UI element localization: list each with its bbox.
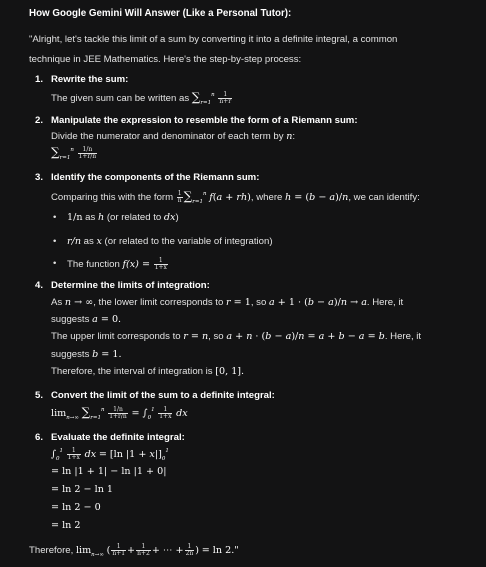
- bullet-dot: •: [53, 258, 57, 269]
- step-6-line-3: = ln 2 − ln 1: [51, 484, 114, 495]
- step-4-number: 4.: [35, 280, 44, 291]
- step-3-number: 3.: [35, 172, 44, 183]
- conclusion-line: Therefore, $\lim_{n\to\infty}$ ( $\frac{1}{n+1}$ + $\frac{1}{n+2}$ + ⋯ + $\frac{1}{2n}$ ) = ln 2.": [29, 543, 239, 559]
- step-6-line-1: $\int_0^1$ $\frac{1}{1+x}$ dx = [ln $|1 + x|]_0^1$: [51, 447, 169, 463]
- step-2-number: 2.: [35, 115, 44, 126]
- step-3-heading: Identify the components of the Riemann sum:: [51, 172, 260, 183]
- step-6-heading: Evaluate the definite integral:: [51, 432, 185, 443]
- step-4-line-5: Therefore, the interval of integration is [0, 1].: [51, 366, 245, 377]
- step-4-line-2: suggests a = 0.: [51, 314, 122, 325]
- step-1-number: 1.: [35, 74, 44, 85]
- step-6-line-2: = ln |1 + 1| − ln |1 + 0|: [51, 466, 167, 477]
- step-4-line-4: suggests b = 1.: [51, 349, 122, 360]
- step-4-line-1: As n → ∞, the lower limit corresponds to r = 1, so a + 1 · (b − a)/n → a. Here, it: [51, 297, 404, 308]
- bullet-3: The function f(x) = $\frac{1}{1+x}$: [67, 257, 167, 271]
- step-5-number: 5.: [35, 390, 44, 401]
- response-title: How Google Gemini Will Answer (Like a Personal Tutor):: [29, 8, 292, 19]
- step-6-line-5: = ln 2: [51, 520, 81, 531]
- step-4-heading: Determine the limits of integration:: [51, 280, 210, 291]
- bullet-2: r/n as x (or related to the variable of integration): [67, 236, 273, 247]
- step-5-formula: $\lim_{n\to\infty} \sum_{r=1}^n$ $\frac{1/n}{1+r/n}$ = $\int_0^1$ $\frac{1}{1+x}$ dx: [51, 405, 188, 421]
- intro-line-1: "Alright, let's tackle this limit of a sum by converting it into a definite integral, a common: [29, 34, 398, 45]
- step-1-heading: Rewrite the sum:: [51, 74, 129, 85]
- bullet-dot: •: [53, 212, 57, 223]
- step-1-text: The given sum can be written as: [51, 93, 190, 104]
- step-2-text: Divide the numerator and denominator of each term by: [51, 131, 284, 142]
- step-5-heading: Convert the limit of the sum to a definite integral:: [51, 390, 275, 401]
- step-6-number: 6.: [35, 432, 44, 443]
- step-2-body: Divide the numerator and denominator of each term by n:: [51, 131, 296, 142]
- step-1-body: The given sum can be written as $\sum_{r=1}^n$ $\frac{1}{n+r}$: [51, 90, 232, 106]
- step-6-line-4: = ln 2 − 0: [51, 502, 101, 513]
- step-4-line-3: The upper limit corresponds to r = n, so a + n · (b − a)/n = a + b − a = b. Here, it: [51, 331, 422, 342]
- step-3-body: Comparing this with the form $\frac{1}{n}$ $\sum_{r=1}^n$ f(a + rh), where h = (b − a)/n, we can identify:: [51, 189, 420, 205]
- intro-line-2: technique in JEE Mathematics. Here's the step-by-step process:: [29, 54, 302, 65]
- step-2-formula: $\sum_{r=1}^n$ $\frac{1/n}{1+r/n}$: [51, 145, 97, 161]
- bullet-dot: •: [53, 236, 57, 247]
- bullet-1: 1/n as h (or related to dx): [67, 212, 179, 223]
- step-2-heading: Manipulate the expression to resemble the form of a Riemann sum:: [51, 115, 358, 126]
